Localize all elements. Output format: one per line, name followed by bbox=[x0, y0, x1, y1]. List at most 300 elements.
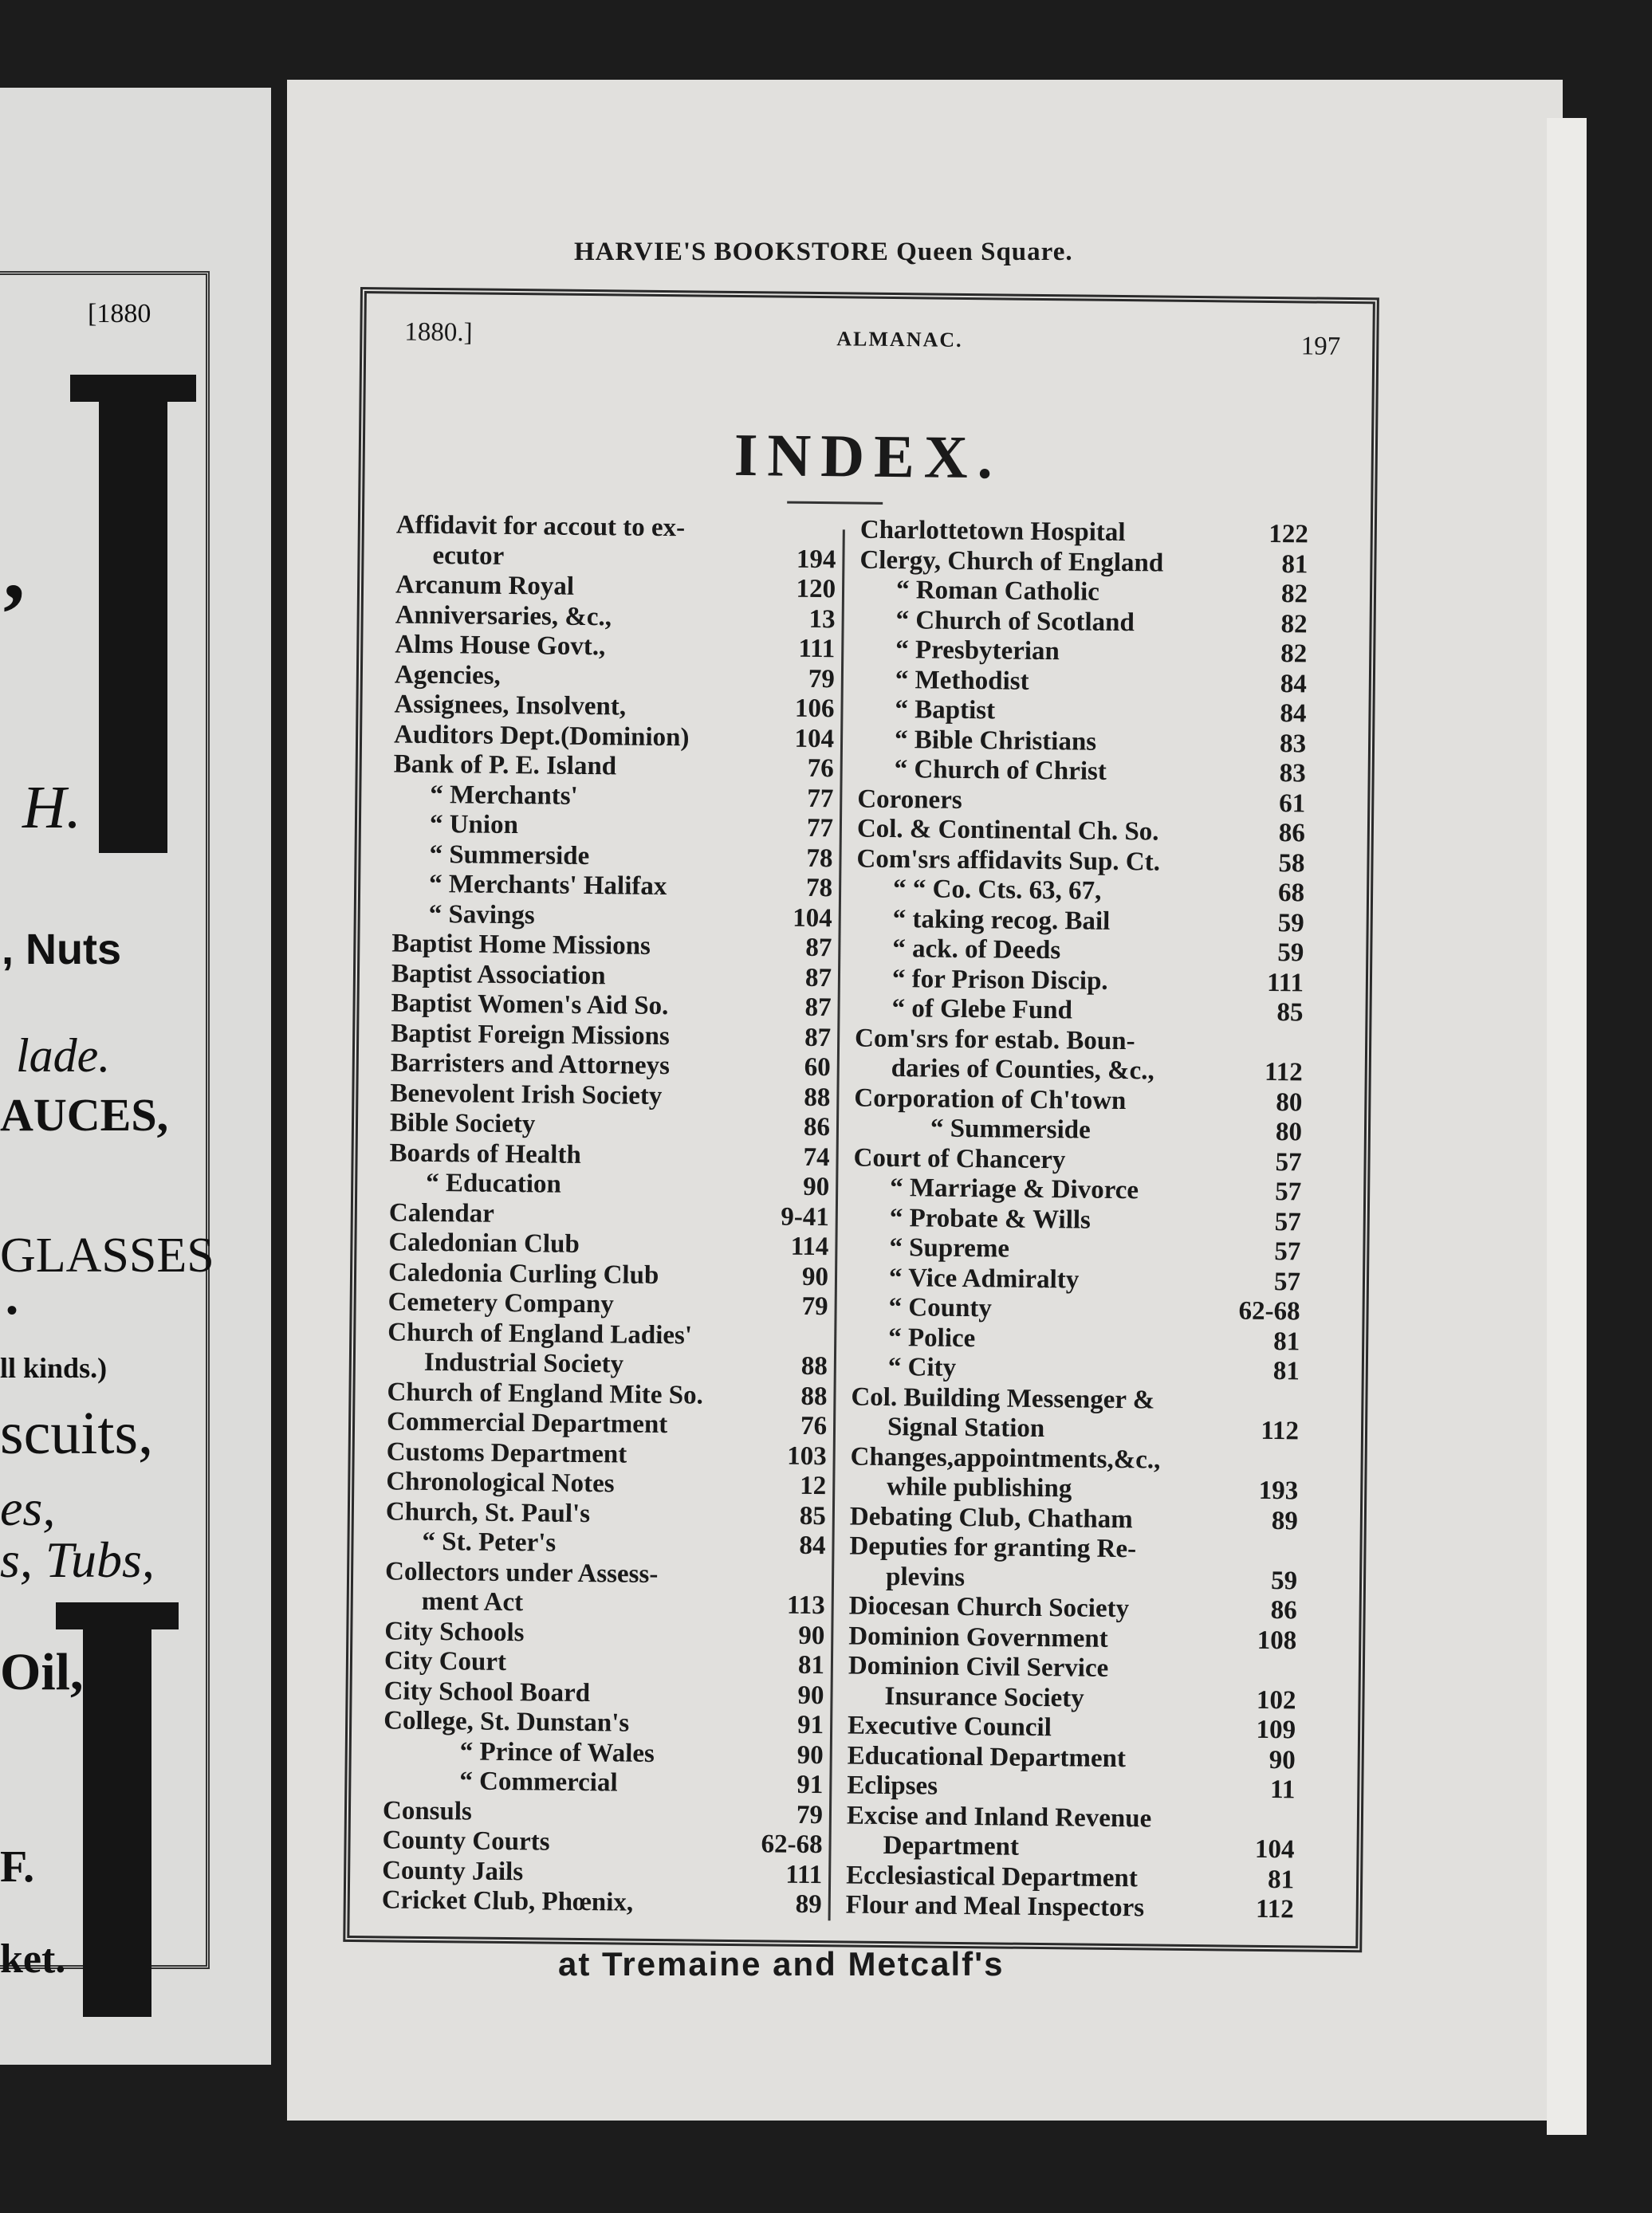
index-entry-text: Alms House Govt., bbox=[395, 630, 606, 662]
index-entry-page: 120 bbox=[796, 574, 836, 604]
index-entry bbox=[848, 1621, 1296, 1656]
index-entry-page: 62-68 bbox=[1238, 1296, 1300, 1327]
index-entry-page: 82 bbox=[1280, 609, 1308, 639]
index-entry-page: 57 bbox=[1274, 1237, 1301, 1267]
index-entry-text: Baptist Foreign Missions bbox=[391, 1018, 670, 1051]
index-entry-text: “ for Prison Discip. bbox=[891, 964, 1108, 996]
index-entry bbox=[850, 1502, 1298, 1536]
index-entry-page: 111 bbox=[785, 1860, 823, 1889]
index-entry-page: 13 bbox=[808, 604, 836, 634]
index-entry-text: Auditors Dept.(Dominion) bbox=[393, 719, 690, 752]
index-entry bbox=[385, 1557, 825, 1591]
index-entry-page: 9-41 bbox=[781, 1202, 830, 1232]
facing-fragment-oil: Oil, bbox=[0, 1643, 84, 1701]
index-entry-page: 81 bbox=[1273, 1327, 1300, 1356]
index-entry-text: “ Supreme bbox=[889, 1233, 1010, 1264]
index-entry-page: 86 bbox=[1278, 819, 1306, 848]
index-entry-text: Boards of Health bbox=[389, 1138, 581, 1169]
index-entry-page: 74 bbox=[803, 1142, 830, 1172]
index-entry bbox=[395, 630, 835, 664]
index-entry bbox=[851, 1413, 1299, 1447]
index-entry-text: Agencies, bbox=[394, 659, 501, 690]
page-number: 197 bbox=[1300, 332, 1341, 361]
index-entry bbox=[392, 899, 832, 934]
index-entry-text: “ Baptist bbox=[895, 695, 996, 725]
index-entry-page: 113 bbox=[786, 1590, 825, 1621]
facing-page bbox=[0, 88, 271, 2065]
index-entry bbox=[846, 1890, 1294, 1924]
index-entry-page: 90 bbox=[797, 1680, 824, 1710]
index-entry-text: Col. Building Messenger & bbox=[851, 1382, 1155, 1415]
index-entry-page: 59 bbox=[1277, 908, 1304, 937]
index-entry-text: Diocesan Church Society bbox=[848, 1591, 1130, 1624]
index-entry-text: Caledonian Club bbox=[388, 1228, 580, 1259]
index-entry-page: 77 bbox=[807, 784, 834, 813]
index-entry-text: “ “ Co. Cts. 63, 67, bbox=[892, 875, 1102, 906]
index-entry-page: 108 bbox=[1257, 1625, 1297, 1655]
index-entry-text: “ Methodist bbox=[895, 665, 1029, 696]
index-entry-text: Changes,appointments,&c., bbox=[850, 1442, 1161, 1475]
index-entry bbox=[849, 1532, 1297, 1566]
index-entry-text: “ Church of Scotland bbox=[895, 605, 1135, 637]
index-entry-text: “ Savings bbox=[428, 899, 535, 930]
index-entry bbox=[386, 1467, 826, 1501]
index-entry-text: ecutor bbox=[432, 540, 505, 571]
index-entry-text: Consuls bbox=[382, 1795, 473, 1826]
index-entry-text: Barristers and Attorneys bbox=[390, 1048, 671, 1081]
index-entry-text: “ Bible Christians bbox=[894, 725, 1097, 757]
index-entry-page: 79 bbox=[801, 1291, 828, 1322]
index-entry-text: Benevolent Irish Society bbox=[390, 1078, 663, 1110]
index-entry-page: 81 bbox=[797, 1650, 825, 1680]
index-entry-page: 80 bbox=[1275, 1118, 1303, 1147]
index-entry bbox=[856, 934, 1304, 969]
page-edge bbox=[1547, 118, 1587, 2135]
index-entry bbox=[855, 1024, 1303, 1058]
index-entry bbox=[856, 844, 1304, 879]
index-entry-page: 87 bbox=[804, 993, 832, 1023]
index-entry bbox=[395, 570, 836, 604]
index-entry-page: 88 bbox=[804, 1083, 831, 1112]
index-entry-text: Charlottetown Hospital bbox=[859, 515, 1126, 548]
index-entry bbox=[852, 1263, 1300, 1297]
index-column-left bbox=[382, 510, 836, 1920]
index-entry bbox=[384, 1706, 824, 1740]
index-entry bbox=[384, 1736, 824, 1771]
index-entry bbox=[851, 1382, 1299, 1417]
page-header: HARVIE'S BOOKSTORE Queen Square. bbox=[574, 238, 1073, 266]
index-entry bbox=[391, 989, 831, 1023]
index-entry-text: “ Commercial bbox=[459, 1767, 618, 1798]
index-entry-page: 61 bbox=[1279, 788, 1306, 818]
index-entry-page: 83 bbox=[1279, 729, 1307, 758]
index-entry-page: 104 bbox=[794, 724, 835, 753]
index-entry-text: Church, St. Paul's bbox=[385, 1496, 591, 1528]
index-entry-page: 111 bbox=[1266, 968, 1304, 997]
index-entry-text: Baptist Women's Aid So. bbox=[391, 989, 669, 1021]
index-entry-text: “ St. Peter's bbox=[422, 1527, 557, 1558]
facing-fragment-glasses: GLASSES bbox=[0, 1228, 214, 1283]
index-entry-page: 57 bbox=[1273, 1267, 1301, 1296]
index-entry-text: Deputies for granting Re- bbox=[849, 1531, 1137, 1564]
facing-fragment-biscuits: scuits, bbox=[0, 1400, 154, 1467]
index-entry bbox=[846, 1861, 1294, 1895]
index-entry bbox=[850, 1472, 1298, 1507]
page-footer: at Tremaine and Metcalf's bbox=[558, 1945, 1005, 1983]
index-entry-text: Dominion Government bbox=[848, 1621, 1108, 1653]
large-t-letter-bottom bbox=[83, 1602, 151, 2017]
index-entry-text: Department bbox=[883, 1830, 1020, 1861]
index-entry-page: 85 bbox=[1276, 998, 1304, 1028]
index-entry-page: 89 bbox=[1271, 1506, 1299, 1535]
index-entry-page: 60 bbox=[804, 1052, 831, 1083]
index-entry-text: Caledonia Curling Club bbox=[387, 1257, 659, 1290]
index-entry bbox=[388, 1258, 828, 1292]
index-entry-page: 79 bbox=[808, 664, 836, 694]
index-entry bbox=[389, 1198, 829, 1232]
running-head-title: ALMANAC. bbox=[836, 327, 963, 352]
index-entry bbox=[382, 1856, 822, 1890]
index-entry-text: Anniversaries, &c., bbox=[395, 599, 612, 631]
index-entry bbox=[387, 1287, 828, 1322]
index-entry bbox=[382, 1826, 822, 1860]
index-entry-text: “ Roman Catholic bbox=[895, 576, 1100, 607]
index-entry bbox=[853, 1143, 1301, 1177]
index-entry-page: 90 bbox=[1268, 1745, 1296, 1775]
facing-fragment-es: es, bbox=[0, 1480, 56, 1536]
index-entry-text: “ Church of Christ bbox=[894, 755, 1107, 786]
index-column-right bbox=[846, 516, 1308, 1925]
index-entry-page: 90 bbox=[796, 1740, 824, 1770]
index-entry bbox=[855, 1054, 1303, 1088]
index-entry-page: 111 bbox=[798, 634, 836, 664]
index-entry-page: 84 bbox=[1280, 669, 1308, 698]
index-entry-page: 88 bbox=[800, 1382, 828, 1411]
index-entry bbox=[394, 690, 834, 724]
index-entry-page: 62-68 bbox=[761, 1830, 823, 1860]
index-entry bbox=[393, 780, 833, 814]
index-entry bbox=[395, 600, 835, 635]
index-entry bbox=[391, 1019, 831, 1053]
index-entry-text: Cricket Club, Phœnix, bbox=[381, 1885, 634, 1917]
index-entry-text: Arcanum Royal bbox=[395, 570, 575, 601]
index-entry bbox=[390, 1079, 830, 1113]
index-entry-text: “ of Glebe Fund bbox=[891, 994, 1073, 1025]
index-entry-page: 122 bbox=[1268, 519, 1309, 549]
index-entry-page: 114 bbox=[790, 1232, 829, 1262]
index-title: INDEX. bbox=[734, 421, 1003, 492]
index-entry-text: “ Merchants' Halifax bbox=[428, 869, 667, 902]
index-entry bbox=[859, 635, 1307, 670]
index-entry-page: 88 bbox=[800, 1351, 828, 1382]
index-entry-page: 57 bbox=[1275, 1147, 1302, 1177]
index-entry-text: Commercial Department bbox=[386, 1407, 668, 1440]
facing-fragment-comma: , bbox=[3, 520, 26, 617]
index-entry bbox=[846, 1830, 1294, 1865]
index-entry bbox=[383, 1766, 823, 1800]
index-entry-page: 87 bbox=[804, 963, 832, 993]
index-entry-page: 81 bbox=[1272, 1357, 1300, 1386]
index-entry bbox=[396, 510, 836, 544]
index-entry bbox=[853, 1203, 1301, 1237]
index-entry-page: 90 bbox=[798, 1621, 825, 1650]
index-entry-text: Industrial Society bbox=[423, 1347, 624, 1379]
index-entry bbox=[852, 1323, 1300, 1357]
index-entry-text: Bank of P. E. Island bbox=[393, 749, 617, 781]
index-entry-text: City Court bbox=[384, 1646, 507, 1677]
facing-fragment-kinds: ll kinds.) bbox=[0, 1352, 108, 1384]
index-entry-text: Col. & Continental Ch. So. bbox=[856, 814, 1159, 847]
index-entry-page: 89 bbox=[795, 1889, 822, 1920]
index-entry bbox=[384, 1676, 824, 1711]
facing-fragment-dot: • bbox=[6, 1292, 18, 1328]
index-entry-text: “ taking recog. Bail bbox=[892, 904, 1111, 936]
index-entry-page: 109 bbox=[1256, 1715, 1296, 1745]
index-entry bbox=[389, 1168, 829, 1202]
index-entry bbox=[387, 1378, 827, 1412]
index-entry bbox=[856, 904, 1304, 938]
index-entry bbox=[849, 1592, 1297, 1626]
index-entry-page: 102 bbox=[1256, 1685, 1296, 1715]
index-entry-text: Signal Station bbox=[887, 1413, 1045, 1444]
index-entry bbox=[394, 749, 834, 784]
index-entry bbox=[858, 695, 1306, 729]
running-head-year: 1880.] bbox=[404, 317, 473, 348]
index-entry-page: 90 bbox=[801, 1262, 829, 1291]
index-entry-text: “ City bbox=[887, 1353, 957, 1382]
index-entry-text: “ Union bbox=[429, 809, 519, 840]
index-entry-page: 68 bbox=[1277, 879, 1305, 908]
index-entry-page: 76 bbox=[807, 753, 834, 784]
index-entry bbox=[386, 1497, 826, 1531]
facing-page-year: [1880 bbox=[88, 299, 151, 328]
index-entry-text: Church of England Mite So. bbox=[387, 1377, 704, 1410]
index-entry bbox=[395, 660, 835, 694]
index-entry-text: Baptist Association bbox=[391, 958, 606, 990]
index-entry-page: 193 bbox=[1258, 1476, 1299, 1506]
index-entry-text: City Schools bbox=[384, 1616, 525, 1647]
index-entry-page: 59 bbox=[1277, 938, 1304, 968]
index-entry-page: 112 bbox=[1264, 1057, 1303, 1087]
index-entry bbox=[382, 1885, 822, 1920]
index-entry bbox=[384, 1617, 824, 1651]
index-entry-text: County Courts bbox=[382, 1826, 550, 1857]
index-entry bbox=[391, 929, 832, 963]
index-entry bbox=[852, 1353, 1300, 1387]
index-entry bbox=[390, 1108, 830, 1142]
index-entry bbox=[391, 959, 832, 993]
index-entry-page: 91 bbox=[796, 1770, 824, 1800]
index-entry-page: 86 bbox=[803, 1112, 831, 1142]
index-entry-text: “ ack. of Deeds bbox=[892, 934, 1061, 965]
index-entry-text: Cemetery Company bbox=[387, 1287, 615, 1319]
index-frame bbox=[343, 287, 1379, 1952]
index-entry-text: “ Merchants' bbox=[430, 780, 578, 811]
index-entry-text: Clergy, Church of England bbox=[859, 545, 1164, 578]
index-entry-text: Ecclesiastical Department bbox=[845, 1860, 1138, 1893]
index-entry-page: 57 bbox=[1274, 1207, 1301, 1236]
index-entry-text: Assignees, Insolvent, bbox=[394, 690, 627, 721]
index-entry-text: daries of Counties, &c., bbox=[891, 1054, 1154, 1086]
index-entry bbox=[857, 755, 1305, 789]
index-entry-text: plevins bbox=[885, 1562, 966, 1592]
index-entry-page: 103 bbox=[786, 1441, 827, 1471]
index-entry-page: 90 bbox=[803, 1172, 830, 1202]
index-entry-text: Coroners bbox=[857, 784, 962, 815]
index-entry-text: Com'srs for estab. Boun- bbox=[854, 1024, 1135, 1055]
index-entry-text: Court of Chancery bbox=[853, 1143, 1066, 1174]
facing-fragment-sauces: AUCES, bbox=[0, 1089, 169, 1141]
index-entry bbox=[859, 605, 1307, 639]
index-entry-page: 57 bbox=[1274, 1177, 1302, 1207]
index-entry-page: 86 bbox=[1270, 1596, 1297, 1625]
index-entry-page: 77 bbox=[806, 813, 834, 843]
index-entry-page: 87 bbox=[805, 933, 832, 963]
facing-fragment-f: F. bbox=[0, 1842, 35, 1892]
index-entry bbox=[847, 1801, 1295, 1835]
index-entry-text: Com'srs affidavits Sup. Ct. bbox=[856, 844, 1161, 877]
index-entry-text: Affidavit for accout to ex- bbox=[395, 510, 686, 543]
index-entry-text: “ County bbox=[888, 1293, 993, 1323]
index-entry bbox=[854, 1083, 1302, 1118]
index-entry-page: 59 bbox=[1270, 1566, 1298, 1595]
index-entry-page: 87 bbox=[804, 1023, 832, 1052]
index-entry-text: Excise and Inland Revenue bbox=[846, 1800, 1152, 1833]
index-entry-text: “ Summerside bbox=[930, 1114, 1091, 1145]
index-entry bbox=[847, 1771, 1295, 1805]
index-entry-page: 82 bbox=[1280, 639, 1308, 669]
facing-fragment-h: H. bbox=[22, 774, 81, 841]
index-entry-page: 84 bbox=[1280, 699, 1307, 729]
index-entry-page: 78 bbox=[806, 843, 833, 873]
index-entry-page: 12 bbox=[800, 1471, 827, 1501]
index-entry bbox=[848, 1681, 1296, 1716]
title-rule bbox=[787, 501, 883, 505]
index-entry bbox=[848, 1741, 1296, 1775]
index-entry-text: City School Board bbox=[384, 1676, 591, 1708]
index-entry-text: Eclipses bbox=[847, 1771, 938, 1801]
index-entry bbox=[385, 1527, 825, 1561]
index-entry-text: “ Education bbox=[426, 1168, 562, 1199]
index-entry bbox=[389, 1138, 829, 1173]
index-entry-text: Insurance Society bbox=[884, 1681, 1084, 1713]
index-entry-page: 194 bbox=[796, 544, 836, 574]
index-entry bbox=[387, 1347, 828, 1382]
large-t-letter-top bbox=[99, 375, 167, 853]
index-entry-page: 78 bbox=[805, 873, 833, 903]
index-entry bbox=[855, 994, 1303, 1028]
index-entry bbox=[857, 784, 1305, 819]
index-entry-text: Educational Department bbox=[847, 1740, 1127, 1773]
index-entry bbox=[387, 1318, 828, 1352]
index-entry-text: Corporation of Ch'town bbox=[854, 1083, 1127, 1115]
facing-fragment-ket: ket. bbox=[0, 1936, 66, 1982]
facing-fragment-nuts: , Nuts bbox=[2, 926, 122, 973]
index-entry bbox=[385, 1586, 825, 1621]
index-entry-page: 112 bbox=[1255, 1894, 1294, 1924]
index-entry bbox=[391, 1048, 831, 1083]
index-entry-page: 76 bbox=[800, 1411, 828, 1441]
index-entry bbox=[848, 1652, 1296, 1686]
index-entry bbox=[386, 1437, 826, 1472]
index-entry-text: Collectors under Assess- bbox=[384, 1556, 659, 1589]
index-entry-page: 112 bbox=[1261, 1416, 1300, 1446]
index-entry-text: County Jails bbox=[382, 1855, 524, 1886]
index-entry bbox=[859, 665, 1307, 699]
index-entry bbox=[850, 1442, 1298, 1476]
index-entry bbox=[858, 725, 1306, 759]
index-entry-page: 104 bbox=[793, 903, 832, 933]
index-entry-page: 80 bbox=[1276, 1087, 1303, 1117]
index-entry-text: “ Police bbox=[888, 1323, 976, 1353]
index-entry-page: 79 bbox=[796, 1800, 824, 1830]
index-entry bbox=[384, 1646, 824, 1680]
index-entry-text: Flour and Meal Inspectors bbox=[845, 1890, 1145, 1923]
index-entry-page: 83 bbox=[1279, 759, 1306, 788]
index-entry-page: 82 bbox=[1280, 580, 1308, 609]
index-entry-text: “ Probate & Wills bbox=[889, 1203, 1092, 1235]
index-entry bbox=[859, 545, 1308, 580]
index-entry-text: Customs Department bbox=[386, 1437, 627, 1469]
index-entry bbox=[849, 1562, 1297, 1596]
index-entry-text: Church of England Ladies' bbox=[387, 1317, 693, 1350]
index-entry-text: ment Act bbox=[421, 1586, 524, 1617]
index-entry bbox=[387, 1407, 827, 1441]
index-entry-text: “ Marriage & Divorce bbox=[890, 1173, 1139, 1205]
index-entry bbox=[860, 516, 1308, 550]
index-entry-text: Executive Council bbox=[847, 1711, 1052, 1743]
index-entry-page: 81 bbox=[1281, 549, 1308, 579]
index-entry bbox=[854, 1114, 1302, 1148]
index-entry-text: College, St. Dunstan's bbox=[383, 1706, 630, 1738]
index-entry bbox=[388, 1228, 828, 1262]
index-entry-page: 58 bbox=[1278, 848, 1305, 878]
index-entry bbox=[852, 1233, 1300, 1268]
index-entry-text: “ Prince of Wales bbox=[459, 1736, 655, 1768]
index-entry bbox=[395, 540, 836, 575]
index-entry bbox=[394, 720, 834, 754]
index-entry-text: Debating Club, Chatham bbox=[849, 1502, 1133, 1534]
facing-fragment-tubs: s, Tubs, bbox=[0, 1531, 155, 1588]
index-entry bbox=[392, 839, 832, 874]
index-entry-page: 91 bbox=[796, 1710, 824, 1740]
index-entry-page: 106 bbox=[794, 694, 835, 724]
index-entry-text: Chronological Notes bbox=[386, 1467, 615, 1499]
index-entry bbox=[853, 1173, 1301, 1208]
index-entry-page: 104 bbox=[1254, 1834, 1295, 1865]
index-entry-text: while publishing bbox=[887, 1472, 1072, 1504]
index-entry bbox=[856, 875, 1304, 909]
index-entry-text: Bible Society bbox=[389, 1108, 536, 1139]
index-entry-page: 81 bbox=[1267, 1865, 1295, 1894]
index-entry bbox=[859, 576, 1308, 610]
index-entry-text: “ Summerside bbox=[429, 839, 590, 871]
index-entry-page: 84 bbox=[799, 1531, 826, 1561]
index-entry-text: “ Vice Admiralty bbox=[888, 1263, 1080, 1295]
index-entry bbox=[392, 869, 832, 903]
index-entry bbox=[857, 815, 1305, 849]
facing-fragment-lade: lade. bbox=[16, 1029, 111, 1082]
index-entry-text: “ Presbyterian bbox=[895, 635, 1060, 666]
index-entry-page: 85 bbox=[799, 1501, 827, 1531]
index-entry-text: Baptist Home Missions bbox=[391, 929, 651, 961]
index-entry bbox=[383, 1796, 823, 1830]
index-entry bbox=[856, 964, 1304, 998]
index-entry-text: Calendar bbox=[388, 1197, 495, 1228]
index-entry bbox=[393, 809, 833, 843]
index-entry-text: Dominion Civil Service bbox=[848, 1651, 1109, 1683]
index-entry bbox=[852, 1293, 1300, 1327]
